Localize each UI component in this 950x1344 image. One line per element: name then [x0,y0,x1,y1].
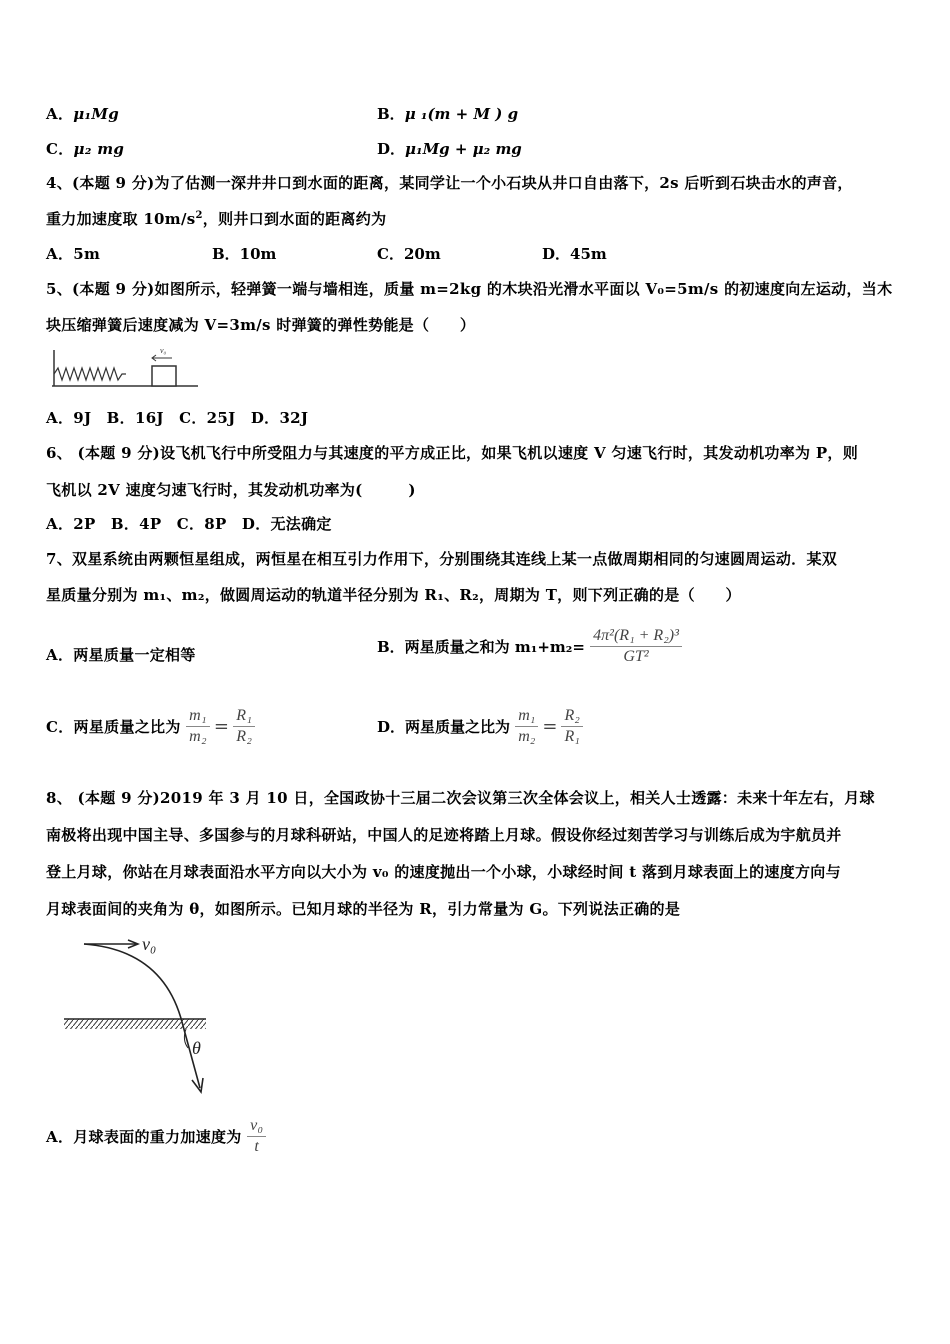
q8-stem-line1: 8、 (本题 9 分)2019 年 3 月 10 日，全国政协十三届二次会议第三次全体会议上，相关人士透露：未来十年左右，月球 [46,789,875,807]
q3-option-c: C．μ₂ mg [46,140,125,158]
q7-c-left-fraction: $\frac{\text{m₁}}{\text{m₂}}$ [186,706,210,747]
q6-stem-line2: 飞机以 2V 速度匀速飞行时，其发动机功率为( ) [46,481,416,499]
q4-stem-line2: 重力加速度取 $10m/s^2$，则井口到水面的距离约为 [46,210,387,228]
q4-option-c: C．20m [377,245,441,263]
svg-text:v₀: v₀ [160,346,167,355]
q6-stem-line1: 6、 (本题 9 分)设飞机飞行中所受阻力与其速度的平方成正比，如果飞机以速度 V 匀速飞行时，其发动机功率为 P，则 [46,444,859,462]
q7-option-a: A．两星质量一定相等 [46,646,196,664]
q8-option-a: A．月球表面的重力加速度为 $\frac{\text{v₀}}{t}$ [46,1116,266,1157]
q4-option-b: B．10m [212,245,277,263]
q8-stem-line4: 月球表面间的夹角为 θ，如图所示。已知月球的半径为 R，引力常量为 G。下列说法正确的是 [46,900,681,918]
q7-d-left-fraction: $\frac{\text{m₁}}{\text{m₂}}$ [515,706,538,747]
q6-options: A．2P B．4P C．8P D．无法确定 [46,515,332,533]
q7-option-c: C．两星质量之比为 $\frac{\text{m₁}}{\text{m₂}}$ = $\frac{\text{R₁}}{\text{R₂}}$ [46,706,255,747]
svg-text:v₀: v₀ [142,934,157,954]
q3-option-d: D．μ₁Mg + μ₂ mg [377,140,522,158]
q8-stem-line2: 南极将出现中国主导、多国参与的月球科研站，中国人的足迹将踏上月球。假设你经过刻苦学习与训练后成为宇航员并 [46,826,842,844]
q3-option-b: B．μ ₁(m + M ) g [377,105,519,123]
q4-stem-line1: 4、(本题 9 分)为了估测一深井井口到水面的距离，某同学让一个小石块从井口自由落下，2s 后听到石块击水的声音， [46,174,853,192]
q7-d-right-fraction: $\frac{\text{R₂}}{\text{R₁}}$ [561,706,582,747]
q4-option-d: D．45m [542,245,607,263]
q8-a-fraction: $\frac{\text{v₀}}{t}$ [247,1116,266,1157]
q3-option-a: A．μ₁Mg [46,105,120,123]
q7-c-right-fraction: $\frac{\text{R₁}}{\text{R₂}}$ [233,706,255,747]
q5-stem-line1: 5、(本题 9 分)如图所示，轻弹簧一端与墙相连，质量 m=2kg 的木块沿光滑水平面以 V₀=5m/s 的初速度向左运动，当木 [46,280,893,298]
q7-option-b: B．两星质量之和为 m₁+m₂= $\frac{\text{4π²(R₁ + R₂)³}}{\text{GT²}}$ [377,626,682,667]
q7-b-fraction: $\frac{\text{4π²(R₁ + R₂)³}}{\text{GT²}}$ [590,626,682,667]
q5-stem-line2: 块压缩弹簧后速度减为 V=3m/s 时弹簧的弹性势能是（ ） [46,316,476,334]
q7-option-d: D．两星质量之比为 $\frac{\text{m₁}}{\text{m₂}}$ = $\frac{\text{R₂}}{\text{R₁}}$ [377,706,583,747]
q7-stem-line1: 7、双星系统由两颗恒星组成，两恒星在相互引力作用下，分别围绕其连线上某一点做周期相同的匀速圆周运动．某双 [46,550,838,568]
q7-stem-line2: 星质量分别为 m₁、m₂，做圆周运动的轨道半径分别为 R₁、R₂，周期为 T，则下列正确的是（ ） [46,586,741,604]
spring-block-figure [48,344,200,390]
q5-options: A．9J B．16J C．25J D．32J [46,409,309,427]
q8-stem-line3: 登上月球，你站在月球表面沿水平方向以大小为 v₀ 的速度抛出一个小球，小球经时间 t 落到月球表面上的速度方向与 [46,863,841,881]
projectile-figure [58,930,218,1100]
q4-option-a: A．5m [46,245,101,263]
svg-text:θ: θ [192,1038,201,1058]
